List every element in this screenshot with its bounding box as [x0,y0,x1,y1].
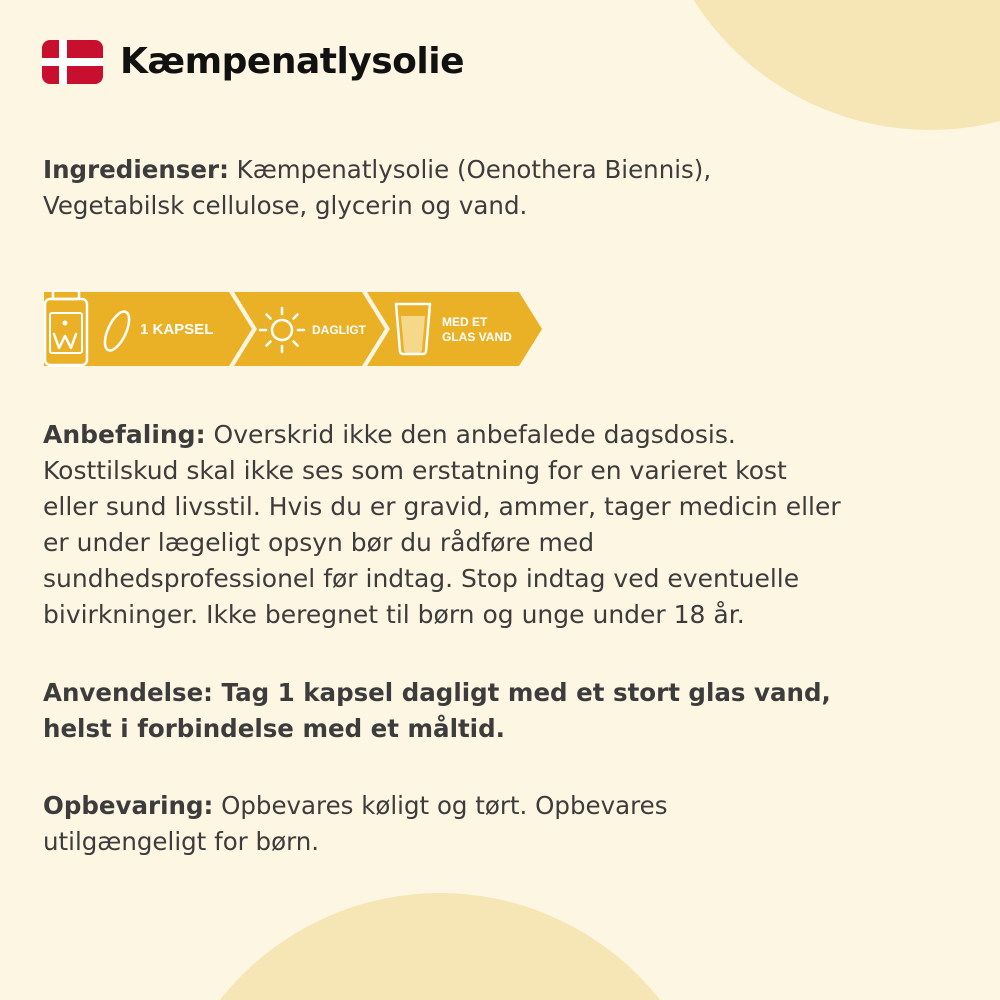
usage-section [43,675,831,747]
recommendation-line-4: er under lægeligt opsyn bør du rådføre med [43,528,595,557]
usage-line-1: Anvendelse: Tag 1 kapsel dagligt med et stort glas vand, [43,678,831,707]
page-header [42,38,464,86]
ingredients-section [43,152,711,224]
ingredients-text: Kæmpenatlysolie (Oenothera Biennis), [228,155,712,184]
page-title: Kæmpenatlysolie [120,41,465,82]
daily-label: DAGLIGT [312,323,366,337]
recommendation-line-5: sundhedsprofessionel før indtag. Stop indtag ved eventuelle [43,564,800,593]
ingredients-label: Ingredienser: [43,155,229,184]
usage-line-2: helst i forbindelse med et måltid. [43,714,505,743]
recommendation-line-2: Kosttilskud skal ikke ses som erstatning for en varieret kost [43,456,787,485]
capsule-label: 1 KAPSEL [140,321,214,338]
storage-line-2: utilgængeligt for børn. [43,827,320,856]
water-label [442,315,532,345]
recommendation-line-6: bivirkninger. Ikke beregnet til børn og unge under 18 år. [43,600,745,629]
water-label-line-1: MED ET [442,315,488,329]
recommendation-line-3: eller sund livsstil. Hvis du er gravid, ammer, tager medicin eller [43,492,841,521]
recommendation-line-1 [43,417,841,453]
dosage-banner [44,290,544,368]
storage-label: Opbevaring: [43,791,214,820]
decorative-blob-top [650,0,1000,130]
storage-section [43,788,667,860]
storage-text: Opbevares køligt og tørt. Opbevares [213,791,668,820]
recommendation-text: Overskrid ikke den anbefalede dagsdosis. [205,420,736,449]
ingredients-line-1 [43,152,711,188]
ingredients-line-2: Vegetabilsk cellulose, glycerin og vand. [43,191,528,220]
denmark-flag-icon [42,40,103,84]
recommendation-section [43,417,841,633]
recommendation-label: Anbefaling: [43,420,206,449]
water-label-line-2: GLAS VAND [442,330,512,344]
decorative-blob-bottom [160,893,720,1000]
storage-line-1 [43,788,667,824]
